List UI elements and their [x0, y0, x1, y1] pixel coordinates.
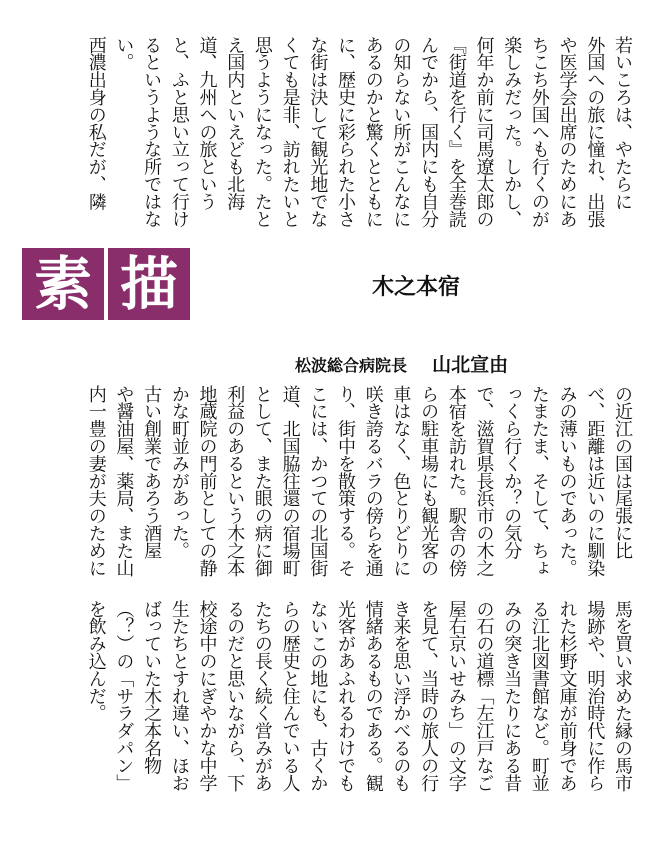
text-column: ちこち外国へも行くのが — [528, 36, 550, 228]
text-column: い。 — [113, 36, 135, 71]
text-column: るというような所ではな — [141, 36, 163, 228]
text-column: る江北図書館など。町並 — [528, 600, 550, 792]
text-column: 車はなく、色とりどりに — [390, 385, 412, 577]
text-column: っくら行くか？の気分 — [501, 385, 523, 560]
text-column: 西濃出身の私だが、隣 — [85, 36, 107, 211]
text-column: 内一豊の妻が夫のために — [85, 385, 107, 577]
column-title-char-1: 素 — [22, 248, 104, 320]
text-column: 咲き誇るバラの傍らを通 — [362, 385, 384, 577]
text-column: に、歴史に彩られた小さ — [335, 36, 356, 228]
text-column: （？）の「サラダパン」 — [113, 600, 135, 792]
text-column: 道、北国脇往還の宿場町 — [279, 385, 301, 577]
text-column: 光客があふれるわけでも — [335, 600, 356, 792]
text-column: 馬を買い求めた縁の馬市 — [612, 600, 633, 792]
text-column: の石の道標「左江戸なご — [473, 600, 495, 792]
text-column: の知らない所がこんなに — [390, 36, 412, 228]
text-column: え国内といえども北海 — [224, 36, 246, 211]
text-column: 楽しみだった。しかし、 — [501, 36, 523, 228]
text-column: 生たちとすれ違い、ほお — [168, 600, 190, 792]
text-column: を飲み込んだ。 — [85, 600, 107, 722]
text-column: な街は決して観光地でな — [307, 36, 329, 228]
text-column: ないこの地にも、古くか — [307, 600, 329, 792]
text-column: らの歴史と住んでいる人 — [279, 600, 301, 792]
text-column: 道、九州への旅という — [196, 36, 218, 211]
text-column: 場跡や、明治時代に作ら — [584, 600, 606, 792]
text-column: 外国への旅に憧れ、出張 — [584, 36, 606, 228]
text-column: や医学会出席のためにあ — [556, 36, 578, 228]
text-column: たまたま、そして、ちょ — [528, 385, 550, 577]
text-column: を見て、当時の旅人の行 — [418, 600, 440, 792]
text-column: 『街道を行く』を全巻読 — [445, 36, 467, 228]
text-column: らの駐車場にも観光客の — [418, 385, 440, 577]
text-column: 本宿を訪れた。駅舎の傍 — [445, 385, 467, 577]
text-column: 地蔵院の門前としての静 — [196, 385, 218, 577]
text-column: として、また眼の病に御 — [251, 385, 273, 577]
text-column: 情緒あるものである。観 — [362, 600, 384, 792]
text-column: と、ふと思い立って行け — [168, 36, 190, 228]
byline-name: 山北宣由 — [432, 354, 509, 376]
column-title-char-2: 描 — [108, 248, 190, 320]
text-column: 校途中のにぎやかな中学 — [196, 600, 218, 792]
text-column: んでから、国内にも自分 — [418, 36, 440, 228]
article-bottom-lower — [80, 385, 635, 595]
headline: 木之本宿 — [372, 275, 461, 300]
text-column: 古い創業であろう酒屋 — [141, 385, 163, 560]
text-column: みの薄いものであった。 — [556, 385, 578, 577]
byline — [295, 350, 508, 377]
text-column: ばっていた木之本名物 — [141, 600, 163, 775]
text-column: あるのかと驚くとともに — [362, 36, 384, 228]
text-column: みの突き当たりにある昔 — [501, 600, 523, 792]
article-top-block — [80, 36, 635, 266]
text-column: り、街中を散策する。そ — [335, 385, 356, 577]
text-column: べ、距離は近いのに馴染 — [584, 385, 606, 577]
text-column: 利益のあるという木之本 — [224, 385, 246, 577]
text-column: くても是非、訪れたいと — [279, 36, 301, 228]
text-column: 屋右京いせみち」の文字 — [445, 600, 467, 792]
text-column: 思うようになった。たと — [251, 36, 273, 228]
text-column: こには、かつての北国街 — [307, 385, 329, 577]
text-column: や醤油屋、薬局、また山 — [113, 385, 135, 577]
text-column: かな町並みがあった。 — [168, 385, 190, 560]
text-column: 何年か前に司馬遼太郎の — [473, 36, 495, 228]
text-column: の近江の国は尾張に比 — [612, 385, 633, 560]
byline-affiliation: 松波総合病院長 — [295, 356, 408, 375]
text-column: き来を思い浮かべるのも — [390, 600, 412, 792]
text-column: で、滋賀県長浜市の木之 — [473, 385, 495, 577]
text-column: れた杉野文庫が前身であ — [556, 600, 578, 792]
text-column: るのだと思いながら、下 — [224, 600, 246, 792]
article-bottom-upper — [80, 600, 635, 820]
text-column: 若いころは、やたらに — [612, 36, 633, 211]
text-column: たちの長く続く営みがあ — [251, 600, 273, 792]
